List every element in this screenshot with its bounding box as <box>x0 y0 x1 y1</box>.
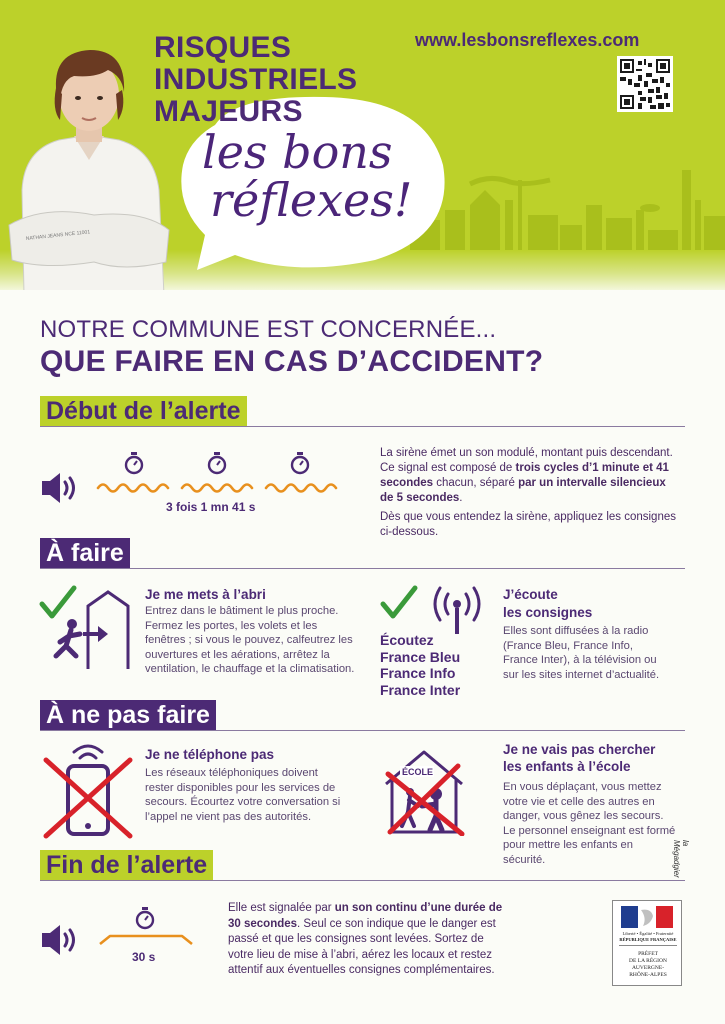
radio-stations-list: Écoutez France Bleu France Info France Inter <box>380 632 461 698</box>
slogan <box>196 125 426 227</box>
section-rule-a-faire <box>40 568 685 569</box>
school-icon <box>378 744 470 836</box>
section-heading-ne-pas-faire: À ne pas faire <box>40 700 216 730</box>
tone-duration-label: 30 s <box>132 950 156 964</box>
prefet-logo <box>612 900 682 986</box>
title-line-2: INDUSTRIELS <box>154 63 358 96</box>
campaign-title <box>154 32 404 128</box>
prefet-line-4: RHÔNE-ALPES <box>629 972 667 978</box>
marianne-flag-icon <box>621 906 673 928</box>
shelter-description: Entrez dans le bâtiment le plus proche. Fermez les portes, les volets et les fenêtres ; si vous le pouvez, calfeutrez les ouvertures et les aérations, arrêtez la ventilation, le chauffage et la climatisation. <box>145 605 355 675</box>
school-label: ÉCOLE <box>402 767 434 777</box>
section-heading-debut: Début de l’alerte <box>40 396 247 426</box>
speaker-icon <box>40 470 80 506</box>
school-description: En vous déplaçant, vous mettez votre vie et celle des autres en danger, vous gênez les secours. Le personnel enseignant est formé pour mettre les enfants en sécurité. <box>503 781 676 866</box>
shelter-title: Je me mets à l’abri <box>145 587 266 602</box>
title-line-3: MAJEURS <box>154 95 303 128</box>
stopwatch-icon <box>137 907 153 928</box>
wave-icon <box>98 485 336 492</box>
debut-paragraph-2: Dès que vous entendez la sirène, appliquez les consignes ci-dessous. <box>380 511 676 538</box>
title-line-1: RISQUES <box>154 31 292 64</box>
section-rule-ne-pas-faire <box>40 730 685 731</box>
intro-line-2: QUE FAIRE EN CAS D’ACCIDENT? <box>40 345 544 378</box>
prefet-republique: RÉPUBLIQUE FRANÇAISE <box>619 937 677 942</box>
section-rule-debut <box>40 426 685 427</box>
slogan-line-2: réflexes! <box>210 173 413 227</box>
sleeve-print: NATHAN JEANS NCE 11001 <box>25 229 91 242</box>
industrial-skyline-graphic <box>410 150 725 260</box>
section-heading-a-faire: À faire <box>40 538 130 568</box>
teen-portrait-illustration <box>4 40 174 290</box>
continuous-tone-graphic <box>98 906 194 946</box>
radio-antenna-icon <box>380 584 495 634</box>
speaker-icon <box>40 922 80 958</box>
phone-title: Je ne téléphone pas <box>145 747 275 762</box>
listen-title: J’écoute les consignes <box>503 587 593 620</box>
designer-credit: la Mégadgier <box>672 840 690 878</box>
qr-code-icon[interactable] <box>617 56 673 112</box>
shelter-icon <box>38 584 134 674</box>
cycle-duration-label: 3 fois 1 mn 41 s <box>166 500 256 514</box>
header-band <box>0 0 725 290</box>
prefet-motto: Liberté • Égalité • Fraternité <box>622 931 674 936</box>
website-link[interactable]: www.lesbonsreflexes.com <box>415 30 640 50</box>
slogan-line-1: les bons <box>202 125 393 179</box>
prefet-line-2: DE LA RÉGION <box>629 958 667 964</box>
fin-paragraph: Elle est signalée par un son continu d’une durée de 30 secondes. Seul ce son indique que le danger est passé et que les consignes sont levées. Sortez de votre lieu de mise à l’abri, aérez les locaux et restez attentif aux éventuelles consignes complémentaires. <box>228 902 503 976</box>
listen-description: Elles sont diffusées à la radio (France Bleu, France Info, France Inter), à la télévision ou sur les sites internet d’actualité. <box>503 625 660 681</box>
section-rule-fin <box>40 880 685 881</box>
section-heading-fin: Fin de l’alerte <box>40 850 213 880</box>
prefet-line-1: PRÉFET <box>638 951 658 957</box>
check-icon <box>42 588 74 616</box>
phone-icon <box>40 740 136 840</box>
prefet-line-3: AUVERGNE- <box>631 965 665 971</box>
phone-description: Les réseaux téléphoniques doivent rester disponibles pour les services de secours. Écourtez votre conversation si l’appel ne vient pas des autorités. <box>145 767 341 823</box>
intro-line-1: NOTRE COMMUNE EST CONCERNÉE... <box>40 316 497 343</box>
siren-cycles-graphic <box>96 450 341 498</box>
school-title: Je ne vais pas chercher les enfants à l’école <box>503 742 656 774</box>
debut-paragraph-1: La sirène émet un son modulé, montant puis descendant. Ce signal est composé de trois cycles d’1 minute et 41 secondes chacun, séparé par un intervalle silencieux de 5 secondes. <box>380 447 673 504</box>
stopwatch-icon <box>126 452 308 473</box>
check-icon <box>383 588 415 616</box>
